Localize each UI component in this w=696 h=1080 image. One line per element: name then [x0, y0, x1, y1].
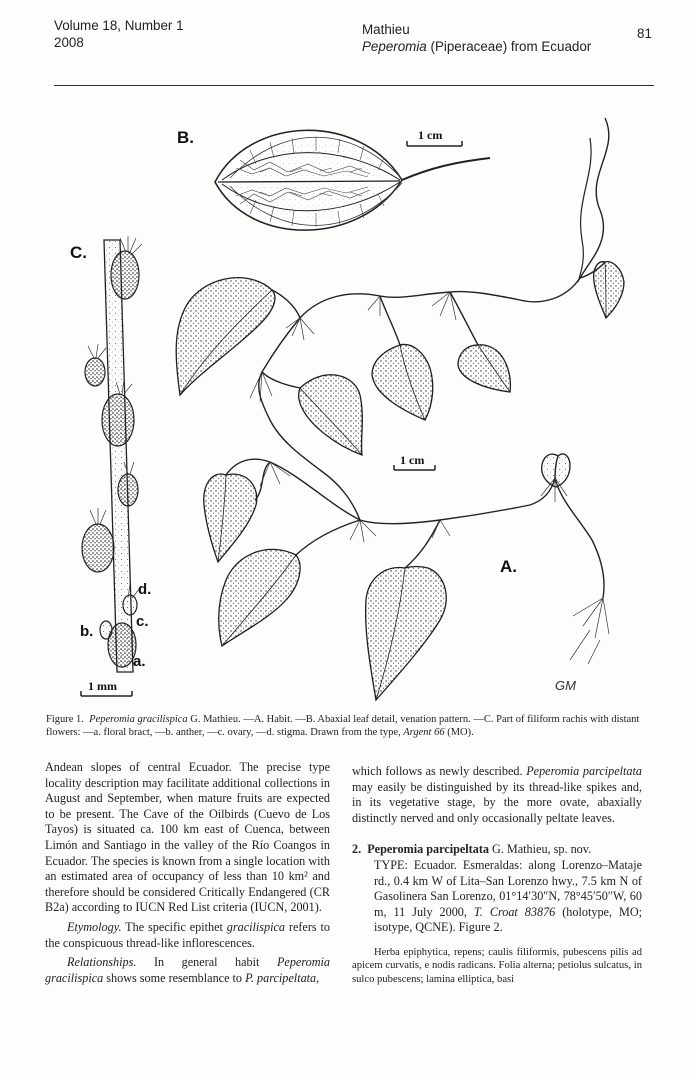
running-head-rest: (Piperaceae) from Ecuador [426, 39, 592, 54]
type-text-1: TYPE: Ecuador. Esmeraldas: along Lorenzo–Mataje rd., 0.4 km W of Lita–San Lorenzo hwy., 7.5 km N of Gasolinera San Lorenzo, 01°14′30″N, 78°45′50″W, 60 m, 11 July 2000, [374, 857, 642, 919]
etymology-text-2: refers to the conspicuous thread-like inflorescences. [45, 919, 330, 950]
species-number: 2. [352, 842, 362, 857]
relationships-text-1: In general habit [136, 955, 277, 970]
continued-text-2: may easily be distinguished by its thread-like spikes and, in its vegetative stage, by the more ovate, abaxially distinctly nerved and only occasionally peltate leaves. [352, 779, 642, 825]
relationships-text-2: shows some resemblance to [103, 970, 246, 985]
running-head-genus: Peperomia [362, 39, 427, 54]
page-number: 81 [637, 26, 652, 41]
scale-bar-a [394, 453, 435, 470]
journal-volume: Volume 18, Number 1 [54, 18, 184, 33]
species-author: G. Mathieu, sp. nov. [488, 842, 592, 857]
label-stigma-d: d. [138, 581, 152, 598]
habit-leaves [176, 262, 624, 700]
caption-species: Peperomia gracilispica [89, 714, 188, 725]
left-column [45, 760, 330, 986]
scale-bar-c [81, 679, 132, 696]
species-heading [352, 842, 642, 858]
continued-text-1: which follows as newly described. [352, 764, 527, 778]
etymology-epithet: gracilispica [226, 919, 286, 934]
right-column [352, 764, 642, 986]
figure-c-rachis [82, 236, 142, 672]
artist-signature: GM [555, 678, 576, 693]
relationships-continued [352, 764, 642, 826]
caption-lead: Figure 1. [46, 714, 84, 725]
locality-paragraph: Andean slopes of central Ecuador. The precise type locality description may facilitate additional collections in August and September, when mature fruits are expected to be present. The Cave of the Oilbirds (Cuevo de Los Tayos) is situated ca. 100 km east of Cuenca, between Limón and Santiago in the valley of the Río Coangos in Ecuador. The species is known from a single location with an estimated area of occupancy of less than 10 km² and therefore should be considered Critically Endangered (CR B2a) according to IUCN Red List criteria (IUCN, 2001). [45, 760, 330, 915]
etymology-paragraph [45, 920, 330, 951]
relationships-paragraph [45, 955, 330, 986]
relationships-label: Relationships. [67, 955, 137, 970]
figure-caption [46, 713, 652, 739]
label-anther-b: b. [80, 623, 94, 640]
label-bract-a: a. [133, 653, 146, 670]
figure-label-a: A. [500, 557, 517, 576]
etymology-text-1: The specific epithet [121, 919, 227, 934]
caption-text-1: G. Mathieu. —A. Habit. —B. Abaxial leaf detail, venation pattern. —C. Part of filiform rachis with distant flowers: —a. floral bract, —b. anther, —c. ovary, —d. stigma. Drawn from the type, [46, 714, 640, 739]
scale-bar-b [407, 128, 462, 146]
caption-text-2: (MO). [444, 727, 474, 739]
journal-year: 2008 [54, 35, 84, 50]
scale-label-b: 1 cm [418, 128, 443, 142]
scale-label-c: 1 mm [88, 679, 117, 693]
latin-diagnosis: Herba epiphytica, repens; caulis filiformis, pubescens pilis ad apicem curvatis, e nodis radicans. Folia alterna; petiolus sulcatus, in sulco pubescens; lamina elliptica, basi [352, 946, 642, 985]
label-ovary-c: c. [136, 613, 149, 630]
type-citation [352, 858, 642, 936]
figure-label-c: C. [70, 243, 87, 262]
type-collector: T. Croat 83876 [473, 904, 556, 919]
relationships-species-1: Peperomia gracilispica [45, 955, 330, 985]
caption-voucher: Argent 66 [403, 727, 445, 739]
type-text-2: (holotype, MO; isotype, QCNE). Figure 2. [374, 904, 643, 935]
scale-label-a: 1 cm [400, 453, 425, 467]
etymology-label: Etymology. [67, 919, 122, 934]
continued-species: Peperomia parcipeltata [526, 764, 642, 778]
running-head-author: Mathieu [362, 22, 410, 37]
relationships-species-2: P. parcipeltata, [245, 970, 320, 985]
figure-label-b: B. [177, 128, 194, 147]
species-name: Peperomia parcipeltata [367, 842, 489, 857]
